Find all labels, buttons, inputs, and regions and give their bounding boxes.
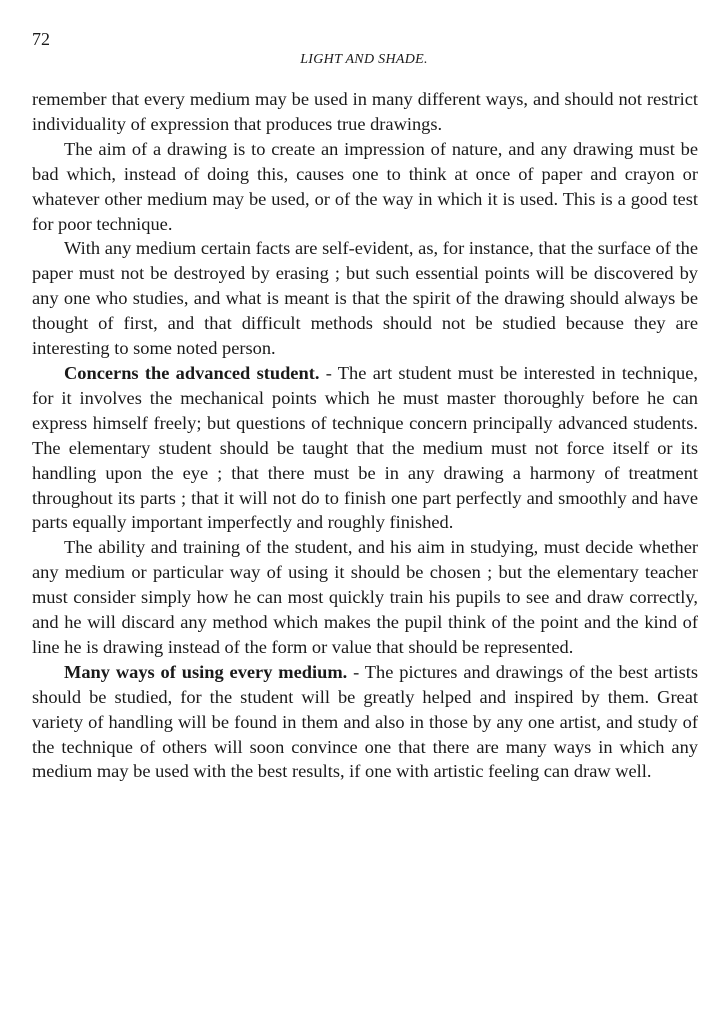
paragraph	[32, 535, 698, 660]
paragraph-text: - The pictures and drawings of the best artists should be studied, for the student will be greatly helped and inspired by them. Great variety of handling will be found in them and also in those by any one artist, and study of the technique of others will soon convince one that there are many ways in which any medium may be used with the best results, if one with artistic feeling can draw well.	[32, 661, 699, 782]
paragraph-text: With any medium certain facts are self-evident, as, for instance, that the surface of the paper must not be destroyed by erasing ; but such essential points will be discovered by any one who studies, and what is meant is that the spirit of the drawing should always be thought of first, and that difficult methods should not be studied because they are interesting to some noted person.	[32, 238, 698, 359]
paragraph-text: remember that every medium may be used in many different ways, and should not restrict individuality of expression that produces true drawings.	[32, 89, 698, 134]
paragraph	[32, 137, 698, 237]
side-heading: Many ways of using every medium.	[64, 661, 348, 682]
paragraph-text: - The art student must be interested in technique, for it involves the mechanical points which he must master thoroughly before he can express himself freely; but questions of technique concern principally advanced students. The elementary student should be taught that the medium must not force itself or its handling upon the eye ; that there must be in any drawing a harmony of treatment throughout its parts ; that it will not do to finish one part perfectly and smoothly and have parts equally important imperfectly and roughly finished.	[32, 362, 698, 533]
paragraph-text: The aim of a drawing is to create an impression of nature, and any drawing must be bad which, instead of doing this, causes one to think at once of paper and crayon or whatever other medium may be used, or of the way in which it is used. This is a good test for poor technique.	[32, 138, 698, 234]
paragraph-text: The ability and training of the student, and his aim in studying, must decide whether any medium or particular way of using it should be chosen ; but the elementary teacher must consider simply how he can most quickly train his pupils to see and draw correctly, and he will discard any method which makes the pupil think of the point and the kind of line he is drawing instead of the form or value that should be represented.	[32, 537, 698, 657]
page-number: 72	[32, 29, 50, 49]
paragraph	[32, 87, 698, 137]
paragraph	[32, 236, 698, 361]
paragraph	[32, 361, 698, 535]
running-head: LIGHT AND SHADE.	[300, 52, 428, 67]
paragraph	[32, 660, 698, 785]
side-heading: Concerns the advanced student.	[64, 362, 320, 383]
body-text	[32, 87, 698, 784]
